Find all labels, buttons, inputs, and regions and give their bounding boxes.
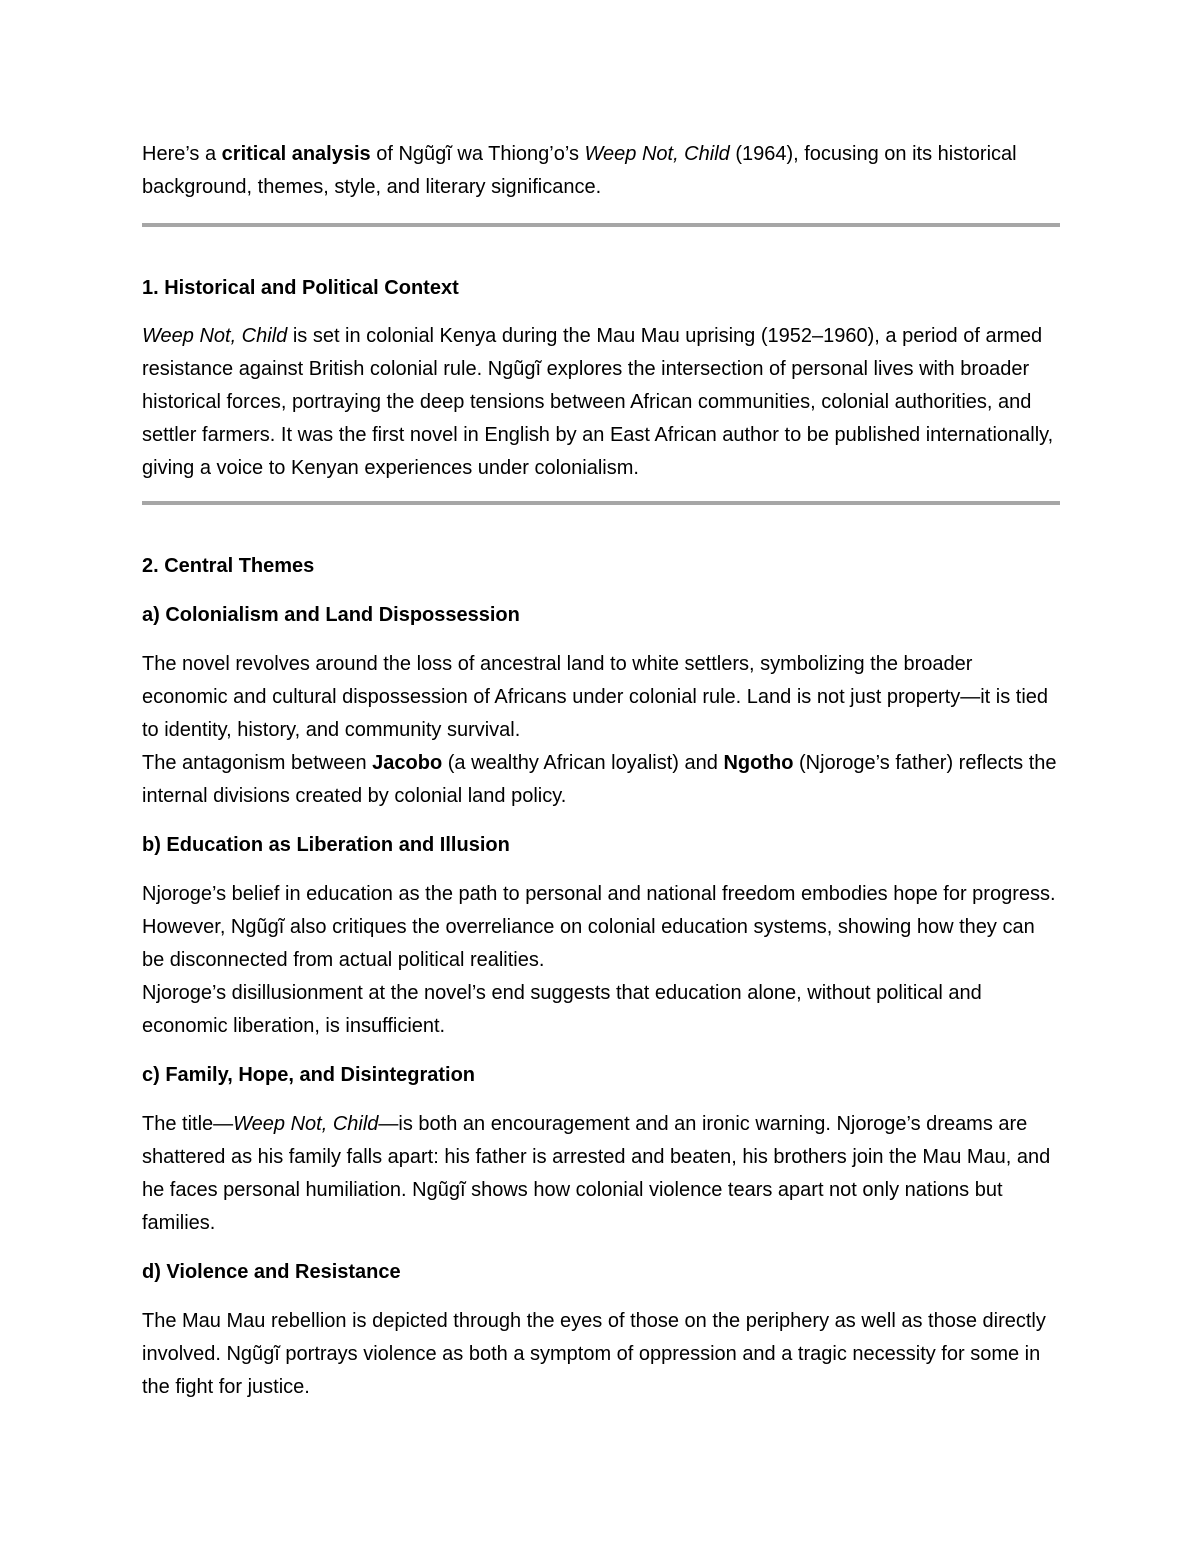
subheading-education: b) Education as Liberation and Illusion	[142, 834, 510, 856]
book-title: Weep Not, Child	[142, 325, 288, 347]
subheading-colonialism: a) Colonialism and Land Dispossession	[142, 604, 520, 626]
intro-bold-phrase: critical analysis	[221, 143, 371, 165]
paragraph-text: The title—	[142, 1113, 234, 1135]
paragraph: The Mau Mau rebellion is depicted through the eyes of those on the periphery as well as those directly involved. Ngũgĩ portrays violence as both a symptom of oppression and a tragic necessity for some in the fight for justice.	[142, 1310, 1046, 1398]
paragraph: The novel revolves around the loss of ancestral land to white settlers, symbolizing the broader economic and cultural dispossession of Africans under colonial rule. Land is not just property—it is tied to identity, history, and community survival.	[142, 653, 1049, 741]
paragraph	[142, 747, 1060, 813]
paragraph-text: The antagonism between	[142, 752, 373, 774]
subheading-violence: d) Violence and Resistance	[142, 1261, 401, 1283]
intro-text: of Ngũgĩ wa Thiong’o’s	[370, 143, 585, 165]
paragraph-text: (Njoroge’s father) reflects the internal divisions created by colonial land policy.	[142, 752, 1057, 807]
subsection-family	[142, 1108, 1060, 1240]
document-page	[142, 138, 1060, 1420]
paragraph	[142, 1108, 1060, 1240]
book-title: Weep Not, Child	[233, 1113, 379, 1135]
subsection-colonialism	[142, 648, 1060, 813]
paragraph-text: —is both an encouragement and an ironic warning. Njoroge’s dreams are shattered as his family falls apart: his father is arrested and beaten, his brothers join the Mau Mau, and he faces personal humiliation. Ngũgĩ shows how colonial violence tears apart not only nations but families.	[142, 1113, 1051, 1234]
paragraph-text: is set in colonial Kenya during the Mau Mau uprising (1952–1960), a period of armed resistance against British colonial rule. Ngũgĩ explores the intersection of personal lives with broader historical forces, portraying the deep tensions between African communities, colonial authorities, and settler farmers. It was the first novel in English by an East African author to be published internationally, giving a voice to Kenyan experiences under colonialism.	[142, 325, 1054, 479]
intro-paragraph	[142, 138, 1060, 204]
horizontal-rule	[142, 223, 1060, 227]
intro-text: (1964), focusing on its historical background, themes, style, and literary significance.	[142, 143, 1017, 198]
intro-text: Here’s a	[142, 143, 222, 165]
section-heading-historical-context: 1. Historical and Political Context	[142, 277, 459, 299]
paragraph: Njoroge’s disillusionment at the novel’s end suggests that education alone, without political and economic liberation, is insufficient.	[142, 982, 982, 1037]
subheading-family: c) Family, Hope, and Disintegration	[142, 1064, 476, 1086]
book-title: Weep Not, Child	[584, 143, 730, 165]
paragraph: Njoroge’s belief in education as the path to personal and national freedom embodies hope for progress. However, Ngũgĩ also critiques the overreliance on colonial education systems, showing how they can be disconnected from actual political realities.	[142, 883, 1056, 971]
paragraph-text: (a wealthy African loyalist) and	[442, 752, 724, 774]
character-name-jacobo: Jacobo	[372, 752, 443, 774]
horizontal-rule	[142, 501, 1060, 505]
section-paragraph-historical-context	[142, 320, 1060, 485]
section-heading-central-themes: 2. Central Themes	[142, 555, 315, 577]
subsection-education	[142, 878, 1060, 1043]
subsection-violence	[142, 1305, 1060, 1404]
character-name-ngotho: Ngotho	[723, 752, 794, 774]
